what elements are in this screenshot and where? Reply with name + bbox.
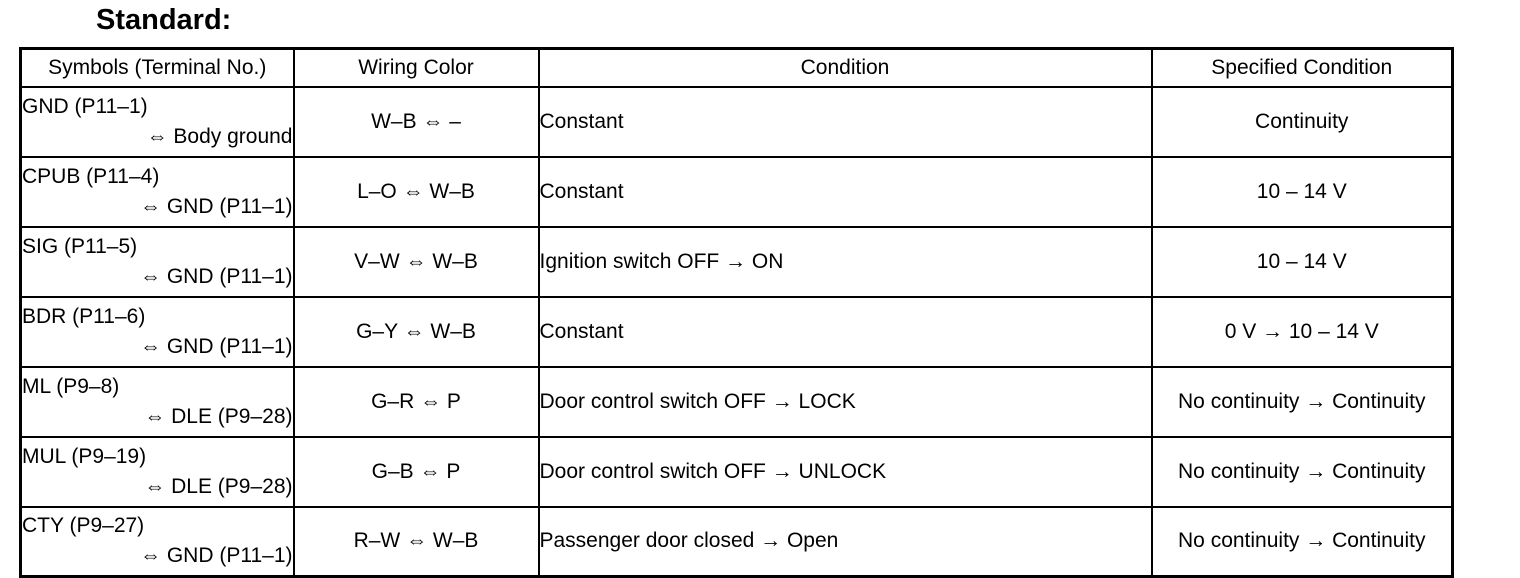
wiring-color-cell: G–B ⇔ P	[294, 437, 539, 507]
symbol-reference: ⇔ Body ground	[146, 124, 293, 148]
symbol-reference: ⇔ GND (P11–1)	[140, 194, 293, 218]
symbol-cell	[21, 227, 294, 297]
standard-table	[19, 47, 1454, 578]
header-specified-condition: Specified Condition	[1152, 49, 1453, 87]
wiring-color-cell: G–Y ⇔ W–B	[294, 297, 539, 367]
condition-cell: Door control switch OFF → LOCK	[539, 367, 1152, 437]
wiring-color-cell: G–R ⇔ P	[294, 367, 539, 437]
condition-cell: Constant	[539, 297, 1152, 367]
symbol-terminal: ML (P9–8)	[22, 374, 120, 398]
table-row	[21, 227, 1453, 297]
table-row	[21, 87, 1453, 157]
symbol-reference: ⇔ DLE (P9–28)	[144, 474, 293, 498]
symbol-terminal: CPUB (P11–4)	[22, 164, 160, 188]
symbol-cell	[21, 507, 294, 577]
condition-cell: Passenger door closed → Open	[539, 507, 1152, 577]
condition-cell: Ignition switch OFF → ON	[539, 227, 1152, 297]
symbol-cell	[21, 367, 294, 437]
symbol-terminal: BDR (P11–6)	[22, 304, 146, 328]
condition-cell: Constant	[539, 157, 1152, 227]
table-row	[21, 157, 1453, 227]
specified-condition-cell: 10 – 14 V	[1152, 227, 1453, 297]
table-row	[21, 297, 1453, 367]
specified-condition-cell: 0 V → 10 – 14 V	[1152, 297, 1453, 367]
table-row	[21, 437, 1453, 507]
symbol-cell	[21, 297, 294, 367]
wiring-color-cell: V–W ⇔ W–B	[294, 227, 539, 297]
condition-cell: Door control switch OFF → UNLOCK	[539, 437, 1152, 507]
header-wiring-color: Wiring Color	[294, 49, 539, 87]
specified-condition-cell: No continuity → Continuity	[1152, 367, 1453, 437]
header-symbols: Symbols (Terminal No.)	[21, 49, 294, 87]
wiring-color-cell: R–W ⇔ W–B	[294, 507, 539, 577]
table-row	[21, 507, 1453, 577]
symbol-terminal: MUL (P9–19)	[22, 444, 147, 468]
symbol-reference: ⇔ GND (P11–1)	[140, 264, 293, 288]
symbol-terminal: CTY (P9–27)	[22, 514, 145, 538]
specified-condition-cell: 10 – 14 V	[1152, 157, 1453, 227]
symbol-cell	[21, 87, 294, 157]
header-row	[21, 49, 1453, 87]
specified-condition-cell: Continuity	[1152, 87, 1453, 157]
specified-condition-cell: No continuity → Continuity	[1152, 437, 1453, 507]
wiring-color-cell: W–B ⇔ –	[294, 87, 539, 157]
wiring-color-cell: L–O ⇔ W–B	[294, 157, 539, 227]
specified-condition-cell: No continuity → Continuity	[1152, 507, 1453, 577]
symbol-reference: ⇔ DLE (P9–28)	[144, 404, 293, 428]
symbol-reference: ⇔ GND (P11–1)	[140, 544, 293, 568]
condition-cell: Constant	[539, 87, 1152, 157]
page-title: Standard:	[96, 4, 232, 36]
table-row	[21, 367, 1453, 437]
header-condition: Condition	[539, 49, 1152, 87]
symbol-cell	[21, 157, 294, 227]
symbol-terminal: GND (P11–1)	[22, 94, 148, 118]
symbol-cell	[21, 437, 294, 507]
symbol-terminal: SIG (P11–5)	[22, 234, 138, 258]
symbol-reference: ⇔ GND (P11–1)	[140, 334, 293, 358]
